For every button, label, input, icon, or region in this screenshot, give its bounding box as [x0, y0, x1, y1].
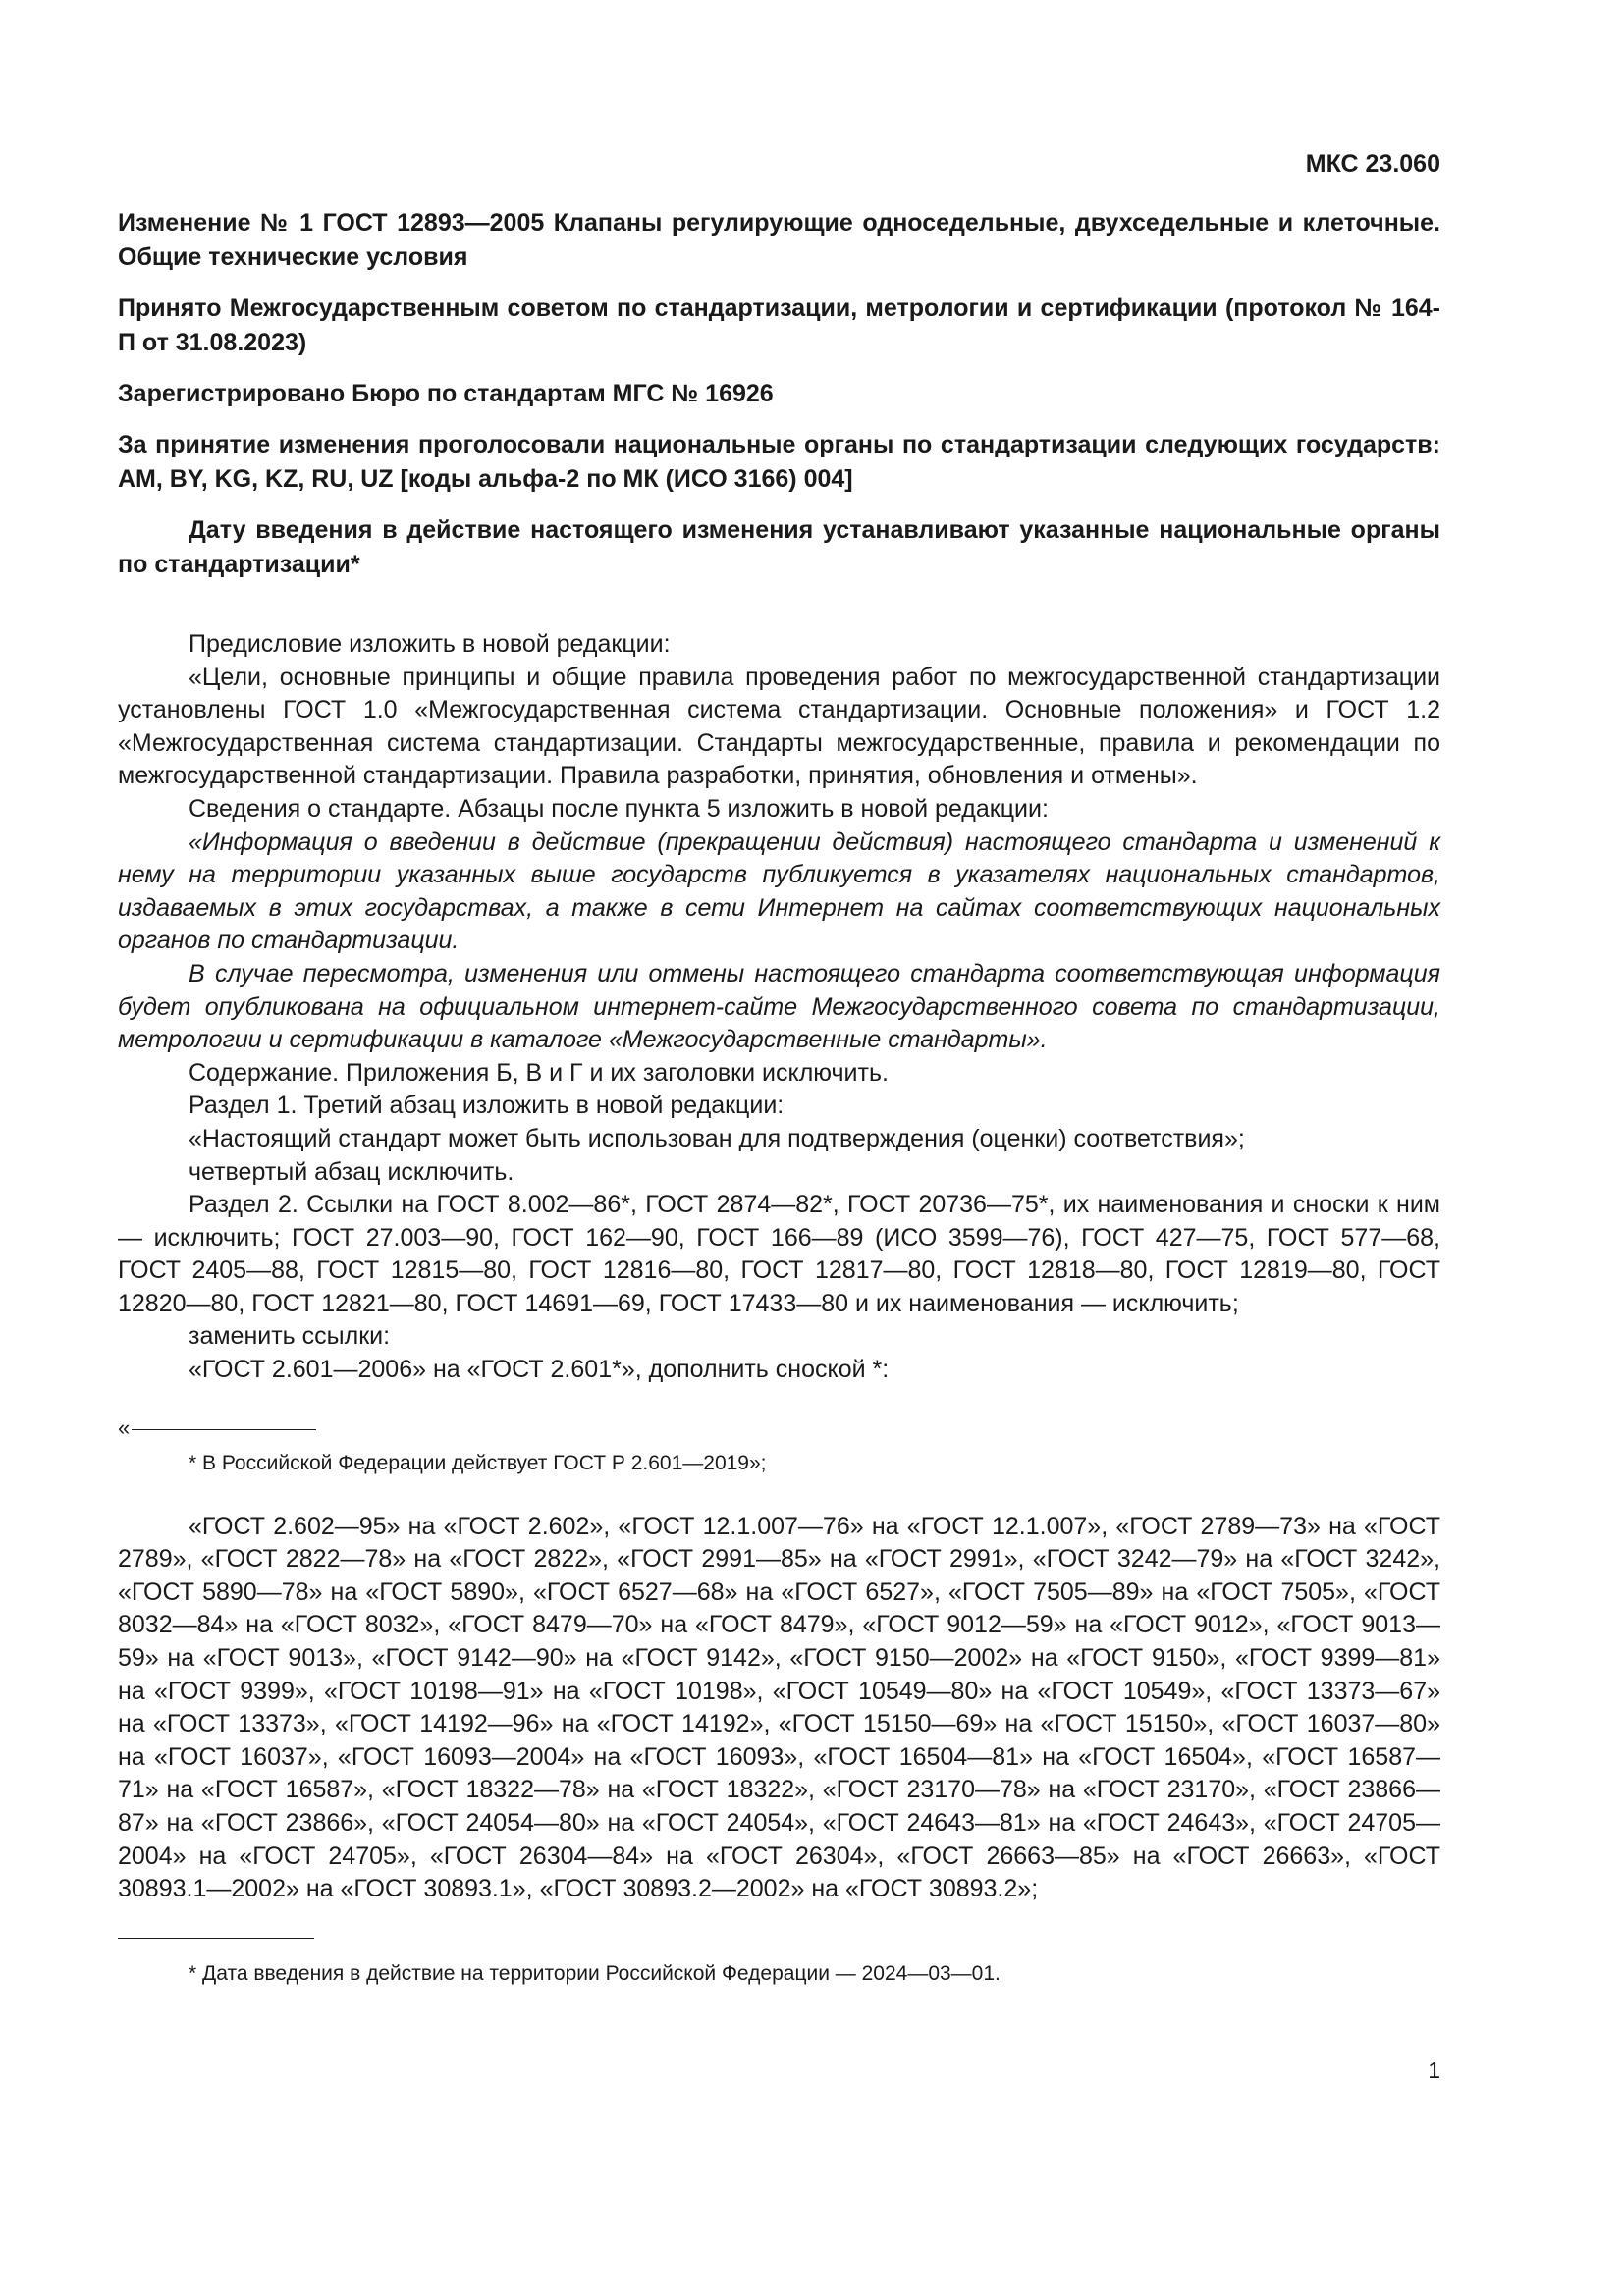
paragraph: Сведения о стандарте. Абзацы после пункта 5 изложить в новой редакции: — [189, 794, 1049, 823]
paragraph: «Настоящий стандарт может быть использован для подтверждения (оценки) соответствия»; — [189, 1124, 1245, 1152]
paragraph: Предисловие изложить в новой редакции: — [189, 630, 671, 658]
inline-footnote-text: * В Российской Федерации действует ГОСТ Р 2.601—2019»; — [189, 1451, 767, 1474]
registered-statement: Зарегистрировано Бюро по стандартам МГС № 16926 — [118, 380, 774, 407]
page-number: 1 — [1428, 2057, 1440, 2083]
effective-date-statement: Дату введения в действие настоящего изменения устанавливают указанные национальные органы по стандартизации* — [118, 516, 1440, 578]
document-page — [118, 147, 1440, 1989]
paragraph: четвертый абзац исключить. — [189, 1157, 514, 1186]
footnote-open-quote: « — [118, 1415, 131, 1440]
change-title: Изменение № 1 ГОСТ 12893—2005 Клапаны регулирующие односедельные, двухседельные и клеточные. Общие технические условия — [118, 209, 1440, 271]
voted-statement: За принятие изменения проголосовали национальные органы по стандартизации следующих государств: AM, BY, KG, KZ, RU, UZ [коды альфа-2 по МК (ИСО 3166) 004] — [118, 431, 1440, 493]
paragraph: заменить ссылки: — [189, 1322, 391, 1351]
paragraph: Содержание. Приложения Б, В и Г и их заголовки исключить. — [189, 1058, 889, 1087]
inline-footnote-rule — [118, 1415, 1440, 1443]
replacements-paragraph: «ГОСТ 2.602—95» на «ГОСТ 2.602», «ГОСТ 12.1.007—76» на «ГОСТ 12.1.007», «ГОСТ 2789—73» на «ГОСТ 2789», «ГОСТ 2822—78» на «ГОСТ 2822», «ГОСТ 2991—85» на «ГОСТ 2991», «ГОСТ 3242—79» на «ГОСТ 3242», «ГОСТ 5890—78» на «ГОСТ 5890», «ГОСТ 6527—68» на «ГОСТ 6527», «ГОСТ 7505—89» на «ГОСТ 7505», «ГОСТ 8032—84» на «ГОСТ 8032», «ГОСТ 8479—70» на «ГОСТ 8479», «ГОСТ 9012—59» на «ГОСТ 9012», «ГОСТ 9013—59» на «ГОСТ 9013», «ГОСТ 9142—90» на «ГОСТ 9142», «ГОСТ 9150—2002» на «ГОСТ 9150», «ГОСТ 9399—81» на «ГОСТ 9399», «ГОСТ 10198—91» на «ГОСТ 10198», «ГОСТ 10549—80» на «ГОСТ 10549», «ГОСТ 13373—67» на «ГОСТ 13373», «ГОСТ 14192—96» на «ГОСТ 14192», «ГОСТ 15150—69» на «ГОСТ 15150», «ГОСТ 16037—80» на «ГОСТ 16037», «ГОСТ 16093—2004» на «ГОСТ 16093», «ГОСТ 16504—81» на «ГОСТ 16504», «ГОСТ 16587—71» на «ГОСТ 16587», «ГОСТ 18322—78» на «ГОСТ 18322», «ГОСТ 23170—78» на «ГОСТ 23170», «ГОСТ 23866—87» на «ГОСТ 23866», «ГОСТ 24054—80» на «ГОСТ 24054», «ГОСТ 24643—81» на «ГОСТ 24643», «ГОСТ 24705—2004» на «ГОСТ 24705», «ГОСТ 26304—84» на «ГОСТ 26304», «ГОСТ 26663—85» на «ГОСТ 26663», «ГОСТ 30893.1—2002» на «ГОСТ 30893.1», «ГОСТ 30893.2—2002» на «ГОСТ 30893.2»; — [118, 1512, 1440, 1903]
replacements-block — [118, 1511, 1440, 1906]
footnote-divider — [118, 1938, 314, 1939]
adopted-statement: Принято Межгосударственным советом по стандартизации, метрологии и сертификации (протокол № 164-П от 31.08.2023) — [118, 294, 1440, 356]
paragraph: «ГОСТ 2.601—2006» на «ГОСТ 2.601*», дополнить сноской *: — [189, 1356, 890, 1384]
paragraph-italic: «Информация о введении в действие (прекращении действия) настоящего стандарта и изменений к нему на территории указанных выше государств публикуется в указателях национальных стандартов, издаваемых в этих государствах, а также в сети Интернет на сайтах соответствующих национальных органов по стандартизации. — [118, 828, 1440, 955]
paragraph-italic: В случае пересмотра, изменения или отмены настоящего стандарта соответствующая информация будет опубликована на официальном интернет-сайте Межгосударственного совета по стандартизации, метрологии и сертификации в каталоге «Межгосударственные стандарты». — [118, 959, 1440, 1054]
page-footnote-text: * Дата введения в действие на территории Российской Федерации — 2024—03—01. — [189, 1961, 1001, 1985]
change-body — [118, 628, 1440, 1387]
paragraph: Раздел 1. Третий абзац изложить в новой редакции: — [189, 1092, 785, 1120]
page-footnote-rule — [118, 1932, 1440, 1951]
paragraph: «Цели, основные принципы и общие правила проведения работ по межгосударственной стандартизации установлены ГОСТ 1.0 «Межгосударственная система стандартизации. Основные положения» и ГОСТ 1.2 «Межгосударственная система стандартизации. Стандарты межгосударственные, правила и рекомендации по межгосударственной стандартизации. Правила разработки, принятия, обновления и отмены». — [118, 663, 1440, 790]
mks-code: МКС 23.060 — [1305, 150, 1440, 178]
footnote-divider — [132, 1429, 316, 1430]
paragraph: Раздел 2. Ссылки на ГОСТ 8.002—86*, ГОСТ 2874—82*, ГОСТ 20736—75*, их наименования и сноски к ним — исключить; ГОСТ 27.003—90, ГОСТ 162—90, ГОСТ 166—89 (ИСО 3599—76), ГОСТ 427—75, ГОСТ 577—68, ГОСТ 2405—88, ГОСТ 12815—80, ГОСТ 12816—80, ГОСТ 12817—80, ГОСТ 12818—80, ГОСТ 12819—80, ГОСТ 12820—80, ГОСТ 12821—80, ГОСТ 14691—69, ГОСТ 17433—80 и их наименования — исключить; — [118, 1191, 1440, 1317]
